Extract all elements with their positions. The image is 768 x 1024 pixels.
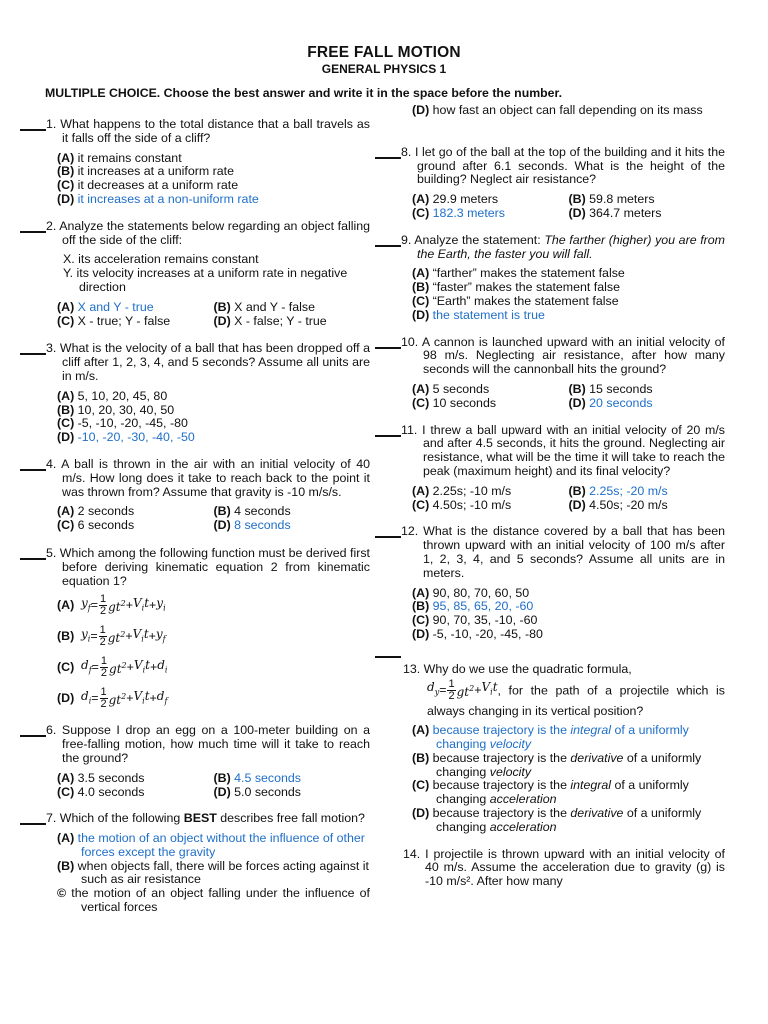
option-a: (A) 2 seconds xyxy=(57,504,135,519)
option-a: (A) 5 seconds xyxy=(412,381,490,396)
left-column xyxy=(20,104,370,915)
question-14 xyxy=(375,848,725,889)
option-d: (D) -10, -20, -30, -40, -50 xyxy=(57,430,195,445)
statement-y: Y. its velocity increases at a uniform rate in negative direction xyxy=(63,266,348,294)
question-6 xyxy=(20,724,370,799)
option-c: (C) 90, 70, 35, -10, -60 xyxy=(412,613,538,628)
page-subtitle: GENERAL PHYSICS 1 xyxy=(321,62,447,76)
question-text: 14. I projectile is thrown upward with an initial velocity of 40 m/s. Assume the acceleration due to gravity (g) is -10 m/s². After how many xyxy=(403,846,725,889)
option-a: (A) 29.9 meters xyxy=(412,192,499,207)
question-10 xyxy=(375,336,725,411)
question-text: 11. I threw a ball upward with an initial velocity of 20 m/s and after 4.5 seconds, it hits the ground. Neglecting air resistance, what will be the time it will take to reach the peak (maximum height) and its final velocity? xyxy=(401,422,725,478)
statements xyxy=(63,253,370,294)
option-d: (D) 4.50s; -20 m/s xyxy=(568,497,668,512)
question-12 xyxy=(375,525,725,641)
option-a: (A) “farther” makes the statement false xyxy=(412,266,625,281)
question-text: 8. I let go of the ball at the top of the building and it hits the ground after 6.1 seconds. What is the height of the building? Neglect air resistance? xyxy=(401,144,725,187)
options xyxy=(57,772,370,800)
option-d: (D) 20 seconds xyxy=(568,395,653,410)
options xyxy=(412,193,725,221)
option-b: (B) 59.8 meters xyxy=(568,192,655,207)
question-text: 4. A ball is thrown in the air with an initial velocity of 40 m/s. How long does it take to reach back to the point it was thrown from? Assume that gravity is -10 m/s/s. xyxy=(46,456,370,499)
answer-blank[interactable] xyxy=(20,558,46,560)
question-3 xyxy=(20,342,370,445)
answer-blank[interactable] xyxy=(20,469,46,471)
option-c: (C) X - true; Y - false xyxy=(57,313,171,328)
formula: $d_y$ = $\frac{1}{2}$ $gt^2$ + $V_it$ xyxy=(427,678,498,702)
option-a: (A) because trajectory is the integral of a uniformly changing velocity xyxy=(412,723,689,752)
statement-x: X. its acceleration remains constant xyxy=(63,252,259,267)
option-a: (A) 5, 10, 20, 45, 80 xyxy=(57,388,168,403)
question-13 xyxy=(375,654,725,835)
options xyxy=(412,267,725,322)
answer-blank[interactable] xyxy=(20,231,46,233)
option-b: (B) X and Y - false xyxy=(213,299,315,314)
options xyxy=(57,505,370,533)
option-c: (C) 4.0 seconds xyxy=(57,784,145,799)
option-b: (B) because trajectory is the derivative of a uniformly changing velocity xyxy=(412,750,702,779)
option-d: (D) -5, -10, -20, -45, -80 xyxy=(412,626,543,641)
answer-blank[interactable] xyxy=(375,157,401,159)
option-a: (A) it remains constant xyxy=(57,150,182,165)
answer-blank[interactable] xyxy=(375,536,401,538)
question-7 xyxy=(20,812,370,915)
option-b: (B) 2.25s; -20 m/s xyxy=(568,483,668,498)
option-d: (D) the statement is true xyxy=(412,307,545,322)
options xyxy=(412,485,725,513)
option-a: (A) $y_f$ = $\frac{1}{2}$ $gt^2$ + $V_it$ + $y_i$ xyxy=(57,593,166,618)
answer-blank[interactable] xyxy=(375,656,401,658)
option-a: (A) 2.25s; -10 m/s xyxy=(412,483,512,498)
question-text: 6. Suppose I drop an egg on a 100-meter building on a free-falling motion, how much time will it take to reach the ground? xyxy=(46,723,370,765)
question-text: 12. What is the distance covered by a ball that has been thrown upward with an initial velocity of 100 m/s after 1, 2, 3, 4, and 5 seconds? Assume all units are in meters. xyxy=(401,524,725,580)
question-text: 10. A cannon is launched upward with an initial velocity of 98 m/s. Neglecting air resistance, after how many seconds will the cannonball hits the ground? xyxy=(401,334,725,377)
right-column xyxy=(375,104,725,889)
options xyxy=(412,587,725,642)
option-b: (B) it increases at a uniform rate xyxy=(57,164,234,179)
option-d: (D) X - false; Y - true xyxy=(213,313,327,328)
question-text: 1. What happens to the total distance that a ball travels as it falls off the side of a cliff? xyxy=(46,117,370,145)
option-b: (B) “faster” makes the statement false xyxy=(412,280,620,295)
options xyxy=(57,301,370,329)
question-text: 9. Analyze the statement: The farther (higher) you are from the Earth, the faster you will fall. xyxy=(401,232,725,261)
question-7-option-d: (D) how fast an object can fall depending on its mass xyxy=(412,103,703,117)
option-c: (C) it decreases at a uniform rate xyxy=(57,178,239,193)
answer-blank[interactable] xyxy=(375,245,401,247)
option-c: (C) “Earth” makes the statement false xyxy=(412,293,619,308)
option-d: (D) 5.0 seconds xyxy=(213,784,301,799)
option-b: (B) 95, 85, 65, 20, -60 xyxy=(412,599,534,614)
question-text: 13. Why do we use the quadratic formula, $d_y$ = $\frac{1}{2}$ $gt^2$ + $V_it$ , for the path of a projectile which is always changing in its vertical position? xyxy=(403,661,725,718)
question-1 xyxy=(20,118,370,207)
question-text: 7. Which of the following BEST describes free fall motion? xyxy=(46,811,365,826)
option-d: (D) $d_i$ = $\frac{1}{2}$ $gt^2$ + $V_it$ + $d_f$ xyxy=(57,686,168,711)
answer-blank[interactable] xyxy=(375,347,401,349)
question-text: 5. Which among the following function must be derived first before deriving kinematic equation 2 from kinematic equation 1? xyxy=(46,545,370,588)
question-2 xyxy=(20,220,370,329)
option-c: (C) 6 seconds xyxy=(57,518,135,533)
option-d: (D) it increases at a non-uniform rate xyxy=(57,191,259,206)
question-5 xyxy=(20,547,370,714)
option-c: (C) 182.3 meters xyxy=(412,205,505,220)
options xyxy=(57,390,370,445)
option-a: (A) 90, 80, 70, 60, 50 xyxy=(412,585,530,600)
option-b: (B) $y_i$ = $\frac{1}{2}$ $gt^2$ + $V_it$ + $y_f$ xyxy=(57,624,166,649)
option-b: (B) 4 seconds xyxy=(213,504,291,519)
option-c: (C) -5, -10, -20, -45, -80 xyxy=(57,416,188,431)
option-a: (A) X and Y - true xyxy=(57,299,154,314)
options xyxy=(412,724,725,834)
options xyxy=(57,590,370,714)
question-text: 2. Analyze the statements below regarding an object falling off the side of the cliff: xyxy=(46,218,370,247)
question-9 xyxy=(375,234,725,323)
option-c: (C) $d_f$ = $\frac{1}{2}$ $gt^2$ + $V_it$ + $d_i$ xyxy=(57,655,168,680)
option-a: (A) 3.5 seconds xyxy=(57,770,145,785)
options xyxy=(412,383,725,411)
option-d: (D) 364.7 meters xyxy=(568,205,662,220)
option-c: (C) 10 seconds xyxy=(412,395,497,410)
option-d: (D) 8 seconds xyxy=(213,518,291,533)
answer-blank[interactable] xyxy=(20,735,46,737)
option-b: (B) 10, 20, 30, 40, 50 xyxy=(57,402,175,417)
option-b: (B) 4.5 seconds xyxy=(213,770,301,785)
instructions: MULTIPLE CHOICE. Choose the best answer and write it in the space before the number. xyxy=(45,86,563,100)
option-b: (B) when objects fall, there will be forces acting against it such as air resistance xyxy=(57,858,369,887)
answer-blank[interactable] xyxy=(20,823,46,825)
answer-blank[interactable] xyxy=(20,353,46,355)
question-11 xyxy=(375,424,725,513)
option-b: (B) 15 seconds xyxy=(568,381,653,396)
options xyxy=(57,832,370,915)
question-4 xyxy=(20,458,370,533)
answer-blank[interactable] xyxy=(20,129,46,131)
option-c: © the motion of an object falling under the influence of vertical forces xyxy=(57,886,370,915)
options xyxy=(57,152,370,207)
page-title: FREE FALL MOTION xyxy=(307,44,461,61)
option-d: (D) because trajectory is the derivative of a uniformly changing acceleration xyxy=(412,806,702,834)
option-c: (C) 4.50s; -10 m/s xyxy=(412,497,512,512)
question-8 xyxy=(375,146,725,221)
question-text: 3. What is the velocity of a ball that has been dropped off a cliff after 1, 2, 3, 4, and 5 seconds? Assume all units are in m/s. xyxy=(46,341,370,383)
option-a: (A) the motion of an object without the influence of other forces except the gravity xyxy=(57,831,365,859)
answer-blank[interactable] xyxy=(375,435,401,437)
option-c: (C) because trajectory is the integral of a uniformly changing acceleration xyxy=(412,778,689,807)
